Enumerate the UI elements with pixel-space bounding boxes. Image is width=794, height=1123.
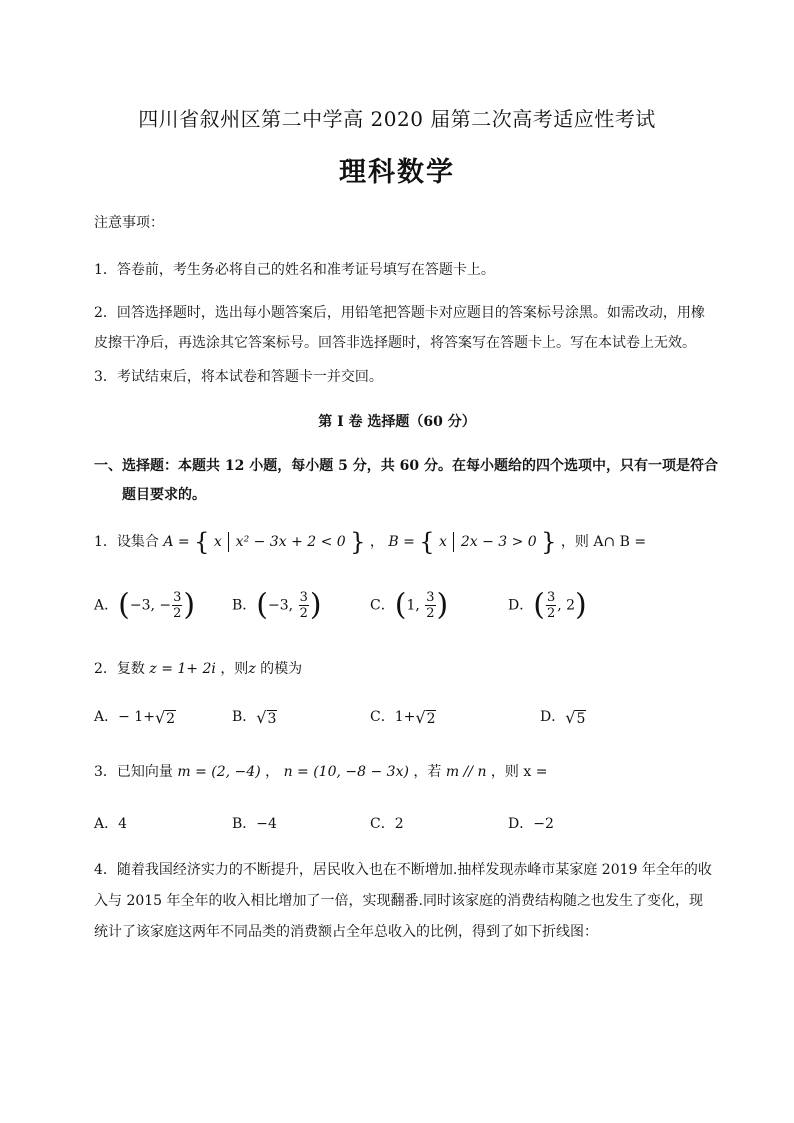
q2-options [94, 706, 614, 732]
section-instruction-cont: 题目要求的。 [122, 487, 206, 503]
q2-option-a: A．− 1+√2 [94, 707, 176, 727]
q1-option-d-frac: $\frac{3}{2}$ [546, 590, 556, 621]
q2-option-d: D．√5 [540, 707, 586, 727]
q3-tail: ，则 x = [490, 764, 548, 780]
q1-set-a-label: A = [163, 534, 195, 550]
q1-option-a-frac: $\frac{3}{2}$ [173, 590, 182, 621]
q3-parallel: m // n [445, 764, 487, 780]
note-item-2-cont: 皮擦干净后，再选涂其它答案标号。回答非选择题时，将答案写在答题卡上。写在本试卷上无效。 [94, 335, 696, 351]
q1-options [94, 587, 614, 630]
q1-brace-open: { [194, 528, 210, 556]
q2-tail: ，则 [220, 661, 249, 677]
q3-option-d: D．−2 [508, 816, 554, 832]
q1-brace-close: } [350, 528, 366, 556]
q1-option-c: C．(1, $\frac{3}{2}$ ) [370, 587, 449, 623]
notes-heading: 注意事项： [94, 215, 164, 231]
q1-tail: ，则 A∩ B = [560, 534, 647, 550]
q4-line-2: 入与 2015 年全年的收入相比增加了一倍，实现翻番.同时该家庭的消费结构随之也发生了变化，现 [94, 893, 703, 909]
note-item-3: 3．考试结束后，将本试卷和答题卡一并交回。 [94, 369, 383, 385]
q1-option-b-frac: $\frac{3}{2}$ [299, 590, 308, 621]
note-item-1: 1．答卷前，考生务必将自己的姓名和准考证号填写在答题卡上。 [94, 262, 495, 278]
sqrt-icon: √3 [256, 707, 277, 727]
q1-comma: ， [369, 534, 384, 550]
q1-brace-open-b: { [419, 528, 435, 556]
section-title: 第 I 卷 选择题（60 分） [318, 414, 476, 430]
q2-tail2: 的模为 [255, 661, 303, 677]
exam-title: 四川省叙州区第二中学高 2020 届第二次高考适应性考试 [138, 107, 656, 131]
q4-line-1: 4．随着我国经济实力的不断提升，居民收入也在不断增加.抽样发现赤峰市某家庭 2019 年全年的收 [94, 862, 712, 878]
q3-prefix: 3．已知向量 [94, 764, 173, 780]
q1-bar [228, 532, 229, 552]
q1-option-d: D．( $\frac{3}{2}$ , 2) [508, 587, 587, 623]
q1-set-b-cond: 2x − 3 > 0 [460, 534, 537, 550]
q1-bar-b [453, 532, 454, 552]
exam-subject: 理科数学 [339, 157, 455, 188]
q3-vector-m: m = (2, −4) [177, 764, 261, 780]
q1-option-a: A．(−3, − $\frac{3}{2}$ ) [94, 587, 196, 623]
q1-set-b-label: B = [388, 534, 420, 550]
q3-vector-n: n = (10, −8 − 3x) [283, 764, 409, 780]
q3-comma: ， [265, 764, 280, 780]
q2-option-c: C．1+√2 [370, 707, 436, 727]
q2-prefix: 2．复数 [94, 661, 145, 677]
q1-option-c-frac: $\frac{3}{2}$ [426, 590, 435, 621]
question-1 [94, 530, 646, 554]
q1-option-b: B．(−3, $\frac{3}{2}$ ) [232, 587, 322, 623]
q3-option-c: C．2 [370, 816, 404, 832]
q4-line-3: 统计了该家庭这两年不同品类的消费额占全年总收入的比例，得到了如下折线图： [94, 924, 598, 940]
q1-set-a-cond: x² − 3x + 2 < 0 [235, 534, 346, 550]
sqrt-icon: √5 [565, 707, 586, 727]
q1-set-a-var: x [213, 534, 222, 550]
section-instruction: 一、选择题：本题共 12 小题，每小题 5 分，共 60 分。在每小题给的四个选项中，只有一项是符合 [94, 458, 718, 474]
q2-var: z [248, 661, 256, 677]
question-3 [94, 761, 547, 781]
q3-options [94, 813, 614, 835]
q2-option-b: B．√3 [232, 707, 277, 727]
q2-expr: z = 1+ 2i [149, 661, 216, 677]
q1-brace-close-b: } [541, 528, 557, 556]
q3-mid: ，若 [413, 764, 442, 780]
q3-option-a: A．4 [94, 816, 128, 832]
question-2 [94, 658, 302, 678]
q3-option-b: B．−4 [232, 816, 277, 832]
note-item-2: 2．回答选择题时，选出每小题答案后，用铅笔把答题卡对应题目的答案标号涂黑。如需改动，用橡 [94, 305, 705, 321]
sqrt-icon: √2 [415, 707, 436, 727]
sqrt-icon: √2 [154, 707, 176, 727]
q1-prefix: 1．设集合 [94, 534, 159, 550]
q1-set-b-var: x [439, 534, 447, 550]
